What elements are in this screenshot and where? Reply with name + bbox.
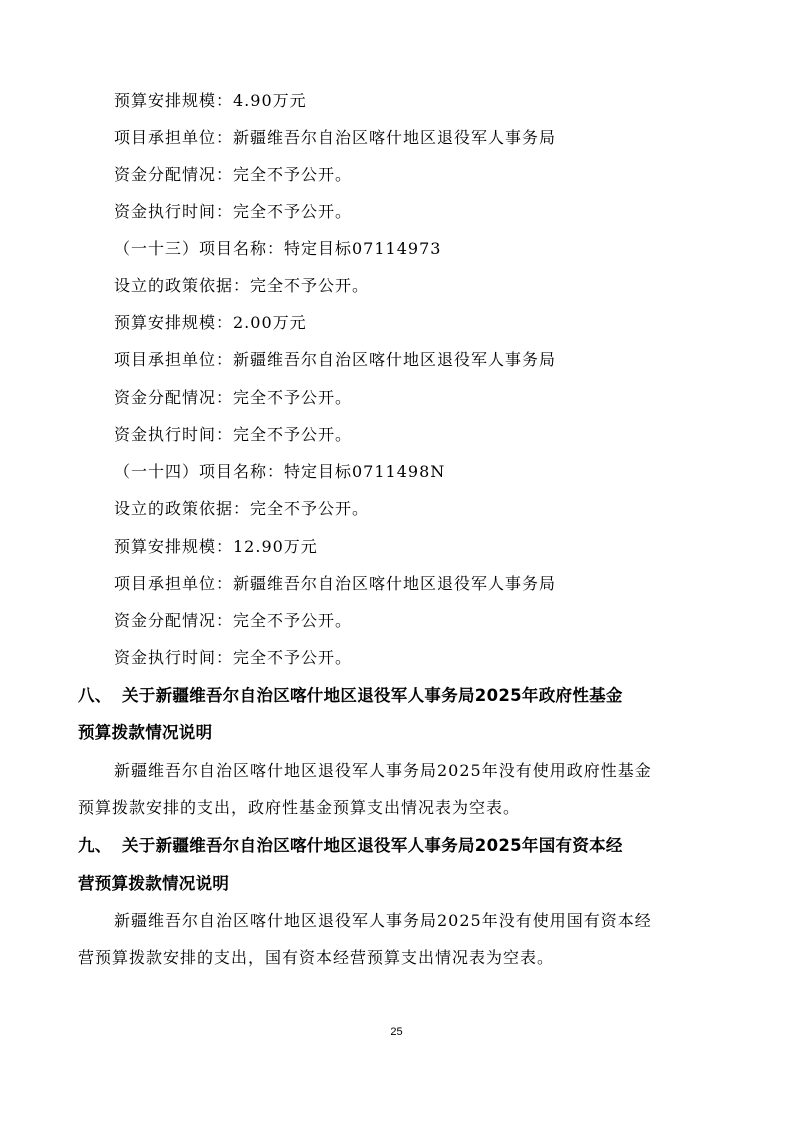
section-9-title-line1: 关于新疆维吾尔自治区喀什地区退役军人事务局2025年国有资本经 xyxy=(122,836,623,855)
fund-execution-line: 资金执行时间：完全不予公开。 xyxy=(114,648,353,667)
undertaking-unit-line: 项目承担单位：新疆维吾尔自治区喀什地区退役军人事务局 xyxy=(114,350,557,369)
section-8-heading xyxy=(78,686,623,706)
section-8-body-line1: 新疆维吾尔自治区喀什地区退役军人事务局2025年没有使用政府性基金 xyxy=(114,761,652,780)
section-9-heading xyxy=(78,836,623,856)
project-13-name: （一十三）项目名称：特定目标07114973 xyxy=(114,239,442,258)
section-9-body-line2: 营预算拨款安排的支出，国有资本经营预算支出情况表为空表。 xyxy=(78,948,555,967)
fund-allocation-line: 资金分配情况：完全不予公开。 xyxy=(114,611,353,630)
section-8-heading-cont: 预算拨款情况说明 xyxy=(78,723,213,742)
project-14-name: （一十四）项目名称：特定目标0711498N xyxy=(114,462,446,481)
budget-scale-line: 预算安排规模：2.00万元 xyxy=(114,313,307,332)
section-9-body-line1: 新疆维吾尔自治区喀什地区退役军人事务局2025年没有使用国有资本经 xyxy=(114,911,652,930)
section-8-body-line2: 预算拨款安排的支出，政府性基金预算支出情况表为空表。 xyxy=(78,798,521,817)
undertaking-unit-line: 项目承担单位：新疆维吾尔自治区喀什地区退役军人事务局 xyxy=(114,128,557,147)
fund-allocation-line: 资金分配情况：完全不予公开。 xyxy=(114,388,353,407)
budget-scale-line: 预算安排规模：12.90万元 xyxy=(114,537,318,556)
section-8-number: 八、 xyxy=(78,686,112,705)
policy-basis-line: 设立的政策依据：完全不予公开。 xyxy=(114,276,370,295)
section-9-heading-cont: 营预算拨款情况说明 xyxy=(78,874,230,893)
fund-allocation-line: 资金分配情况：完全不予公开。 xyxy=(114,165,353,184)
section-9-number: 九、 xyxy=(78,836,112,855)
undertaking-unit-line: 项目承担单位：新疆维吾尔自治区喀什地区退役军人事务局 xyxy=(114,574,557,593)
fund-execution-line: 资金执行时间：完全不予公开。 xyxy=(114,425,353,444)
page-number: 25 xyxy=(390,1026,403,1038)
policy-basis-line: 设立的政策依据：完全不予公开。 xyxy=(114,499,370,518)
fund-execution-line: 资金执行时间：完全不予公开。 xyxy=(114,202,353,221)
section-8-title-line1: 关于新疆维吾尔自治区喀什地区退役军人事务局2025年政府性基金 xyxy=(122,686,623,705)
budget-scale-line: 预算安排规模：4.90万元 xyxy=(114,91,307,110)
